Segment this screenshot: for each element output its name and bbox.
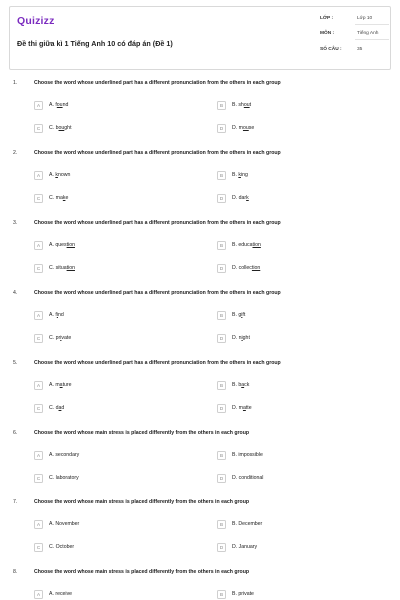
option-text-prefix: B. December <box>232 521 263 527</box>
question-number: 4. <box>13 290 18 296</box>
option-text <box>49 195 68 201</box>
option-text <box>232 125 254 131</box>
option-underlined-part: a <box>59 382 63 388</box>
option-text <box>49 242 75 248</box>
option-underlined-part: ou <box>243 102 250 108</box>
option-text-prefix: A. f <box>49 312 57 318</box>
option-text-prefix: C. pr <box>49 335 61 341</box>
option-text-suffix: ft <box>242 312 246 318</box>
option-text-suffix: e <box>65 195 69 201</box>
option-underlined-part: i <box>241 312 243 318</box>
document-title: Đề thi giữa kì 1 Tiếng Anh 10 có đáp án (Đề 1) <box>17 39 173 48</box>
option-text <box>232 335 250 341</box>
option-underlined-part: tion <box>66 265 75 271</box>
option-underlined-part: ou <box>56 102 63 108</box>
option-letter-box[interactable]: A <box>34 311 43 320</box>
option-text <box>49 382 72 388</box>
logo-text: Quizizz <box>17 15 55 27</box>
option-text-prefix: D. m <box>232 125 243 131</box>
option-text-prefix: C. laboratory <box>49 475 79 481</box>
option-text-prefix: A. secondary <box>49 452 80 458</box>
option-text <box>232 452 263 458</box>
option-text <box>232 172 248 178</box>
option-letter-box[interactable]: A <box>34 381 43 390</box>
question-7 <box>0 499 400 559</box>
option-letter-box[interactable]: C <box>34 404 43 413</box>
option-letter-box[interactable]: B <box>217 171 226 180</box>
option-text-prefix: D. m <box>232 405 243 411</box>
question-text: Choose the word whose main stress is placed differently from the others in each group <box>34 430 250 436</box>
option-text-prefix: A. <box>49 172 56 178</box>
question-2 <box>0 150 400 210</box>
option-letter-box[interactable]: A <box>34 241 43 250</box>
meta-subject-key: MÔN : <box>320 31 335 36</box>
option-letter-box[interactable]: B <box>217 590 226 599</box>
option-letter-box[interactable]: B <box>217 381 226 390</box>
question-number: 3. <box>13 220 18 226</box>
question-number: 7. <box>13 499 18 505</box>
option-text-prefix: C. b <box>49 125 59 131</box>
option-underlined-part: a <box>242 405 246 411</box>
option-underlined-part: tion <box>251 265 261 271</box>
option-text-prefix: A. receive <box>49 591 73 597</box>
option-letter-box[interactable]: C <box>34 474 43 483</box>
option-underlined-part: tion <box>252 242 261 248</box>
option-text-suffix: t <box>249 102 252 108</box>
meta-class-value: Lớp 10 <box>357 16 373 21</box>
option-letter-box[interactable]: D <box>217 543 226 552</box>
option-underlined-part: ou <box>58 125 65 131</box>
option-letter-box[interactable]: A <box>34 171 43 180</box>
option-text <box>49 521 79 527</box>
option-text-suffix: nd <box>62 102 69 108</box>
option-text-suffix: vate <box>61 335 72 341</box>
option-text-suffix: d <box>61 405 65 411</box>
option-text-prefix: B. impossible <box>232 452 263 458</box>
meta-rule <box>355 39 389 40</box>
option-letter-box[interactable]: D <box>217 404 226 413</box>
question-6 <box>0 430 400 490</box>
option-text <box>49 591 72 597</box>
option-text-suffix: tte <box>245 405 252 411</box>
option-text-prefix: C. ma <box>49 195 63 201</box>
question-text: Choose the word whose underlined part has a different pronunciation from the others in each group <box>34 290 281 296</box>
option-text <box>232 382 249 388</box>
option-underlined-part: i <box>60 335 62 341</box>
question-4 <box>0 290 400 350</box>
option-text-prefix: C. situa <box>49 265 67 271</box>
question-text: Choose the word whose main stress is placed differently from the others in each group <box>34 499 250 505</box>
option-text <box>232 265 260 271</box>
option-letter-box[interactable]: A <box>34 451 43 460</box>
option-underlined-part: a <box>241 382 245 388</box>
option-text <box>232 405 252 411</box>
question-text: Choose the word whose underlined part has a different pronunciation from the others in each group <box>34 220 281 226</box>
option-text-prefix: A. f <box>49 102 57 108</box>
option-letter-box[interactable]: B <box>217 311 226 320</box>
question-text: Choose the word whose underlined part has a different pronunciation from the others in each group <box>34 150 281 156</box>
question-text: Choose the word whose underlined part has a different pronunciation from the others in each group <box>34 360 281 366</box>
option-text <box>232 102 251 108</box>
option-text <box>232 521 262 527</box>
quizizz-logo <box>17 15 55 27</box>
option-text <box>49 172 70 178</box>
option-text-prefix: B. sh <box>232 102 244 108</box>
option-text-suffix: ck <box>244 382 250 388</box>
question-number: 2. <box>13 150 18 156</box>
question-3 <box>0 220 400 280</box>
option-underlined-part: tion <box>66 242 75 248</box>
meta-subject-value: Tiếng Anh <box>357 31 379 36</box>
question-text: Choose the word whose underlined part has a different pronunciation from the others in each group <box>34 80 281 86</box>
option-letter-box[interactable]: C <box>34 334 43 343</box>
option-text-prefix: B. g <box>232 312 242 318</box>
option-text <box>232 195 249 201</box>
option-text-prefix: D. n <box>232 335 242 341</box>
question-number: 8. <box>13 569 18 575</box>
option-letter-box[interactable]: C <box>34 264 43 273</box>
option-letter-box[interactable]: B <box>217 101 226 110</box>
question-text: Choose the word whose main stress is placed differently from the others in each group <box>34 569 250 575</box>
option-text-prefix: A. m <box>49 382 60 388</box>
option-text <box>49 475 79 481</box>
option-text-prefix: C. d <box>49 405 59 411</box>
option-text-prefix: B. b <box>232 382 242 388</box>
option-text <box>49 125 72 131</box>
option-letter-box[interactable]: B <box>217 241 226 250</box>
option-text-prefix: A. November <box>49 521 80 527</box>
option-text <box>49 335 71 341</box>
header-card <box>9 6 391 70</box>
question-number: 5. <box>13 360 18 366</box>
question-number: 1. <box>13 80 18 86</box>
option-text-prefix: D. dar <box>232 195 247 201</box>
option-text <box>49 102 68 108</box>
option-text <box>232 475 263 481</box>
option-text <box>49 452 79 458</box>
option-letter-box[interactable]: D <box>217 124 226 133</box>
option-text-prefix: A. ques <box>49 242 67 248</box>
meta-count-value: 35 <box>357 47 363 52</box>
option-text-prefix: D. January <box>232 544 258 550</box>
option-text <box>49 312 64 318</box>
option-underlined-part: k <box>238 172 241 178</box>
meta-class-key: LỚP : <box>320 16 334 21</box>
meta-rule <box>355 24 389 25</box>
option-letter-box[interactable]: D <box>217 264 226 273</box>
option-text <box>232 591 254 597</box>
option-text-prefix: B. educa <box>232 242 253 248</box>
option-text <box>49 405 64 411</box>
option-letter-box[interactable]: A <box>34 101 43 110</box>
option-letter-box[interactable]: D <box>217 474 226 483</box>
option-text-prefix: C. October <box>49 544 75 550</box>
option-letter-box[interactable]: A <box>34 590 43 599</box>
option-letter-box[interactable]: C <box>34 543 43 552</box>
option-letter-box[interactable]: C <box>34 194 43 203</box>
option-text-prefix: D. collec <box>232 265 252 271</box>
question-5 <box>0 360 400 420</box>
option-text <box>232 312 245 318</box>
option-letter-box[interactable]: B <box>217 520 226 529</box>
meta-count-key: SỐ CÂU : <box>320 47 342 52</box>
option-letter-box[interactable]: A <box>34 520 43 529</box>
option-underlined-part: k <box>246 195 249 201</box>
option-underlined-part: k <box>55 172 58 178</box>
question-1 <box>0 80 400 140</box>
option-text <box>232 544 257 550</box>
option-text <box>49 265 75 271</box>
option-underlined-part: a <box>58 405 62 411</box>
question-8 <box>0 569 400 600</box>
option-text-prefix: B. private <box>232 591 254 597</box>
option-underlined-part: k <box>62 195 66 201</box>
option-underlined-part: i <box>241 335 243 341</box>
question-number: 6. <box>13 430 18 436</box>
option-underlined-part: ou <box>242 125 249 131</box>
option-underlined-part: i <box>56 312 58 318</box>
option-text-suffix: nd <box>57 312 64 318</box>
option-text-suffix: ing <box>240 172 248 178</box>
option-text-suffix: nown <box>57 172 71 178</box>
option-text <box>49 544 74 550</box>
option-letter-box[interactable]: C <box>34 124 43 133</box>
option-text-suffix: ght <box>242 335 250 341</box>
option-text-suffix: ture <box>62 382 72 388</box>
option-text-prefix: D. conditional <box>232 475 264 481</box>
option-letter-box[interactable]: D <box>217 334 226 343</box>
option-text-suffix: se <box>248 125 255 131</box>
option-letter-box[interactable]: D <box>217 194 226 203</box>
option-letter-box[interactable]: B <box>217 451 226 460</box>
option-text <box>232 242 261 248</box>
option-text-suffix: ght <box>64 125 72 131</box>
option-text-prefix: B. <box>232 172 239 178</box>
